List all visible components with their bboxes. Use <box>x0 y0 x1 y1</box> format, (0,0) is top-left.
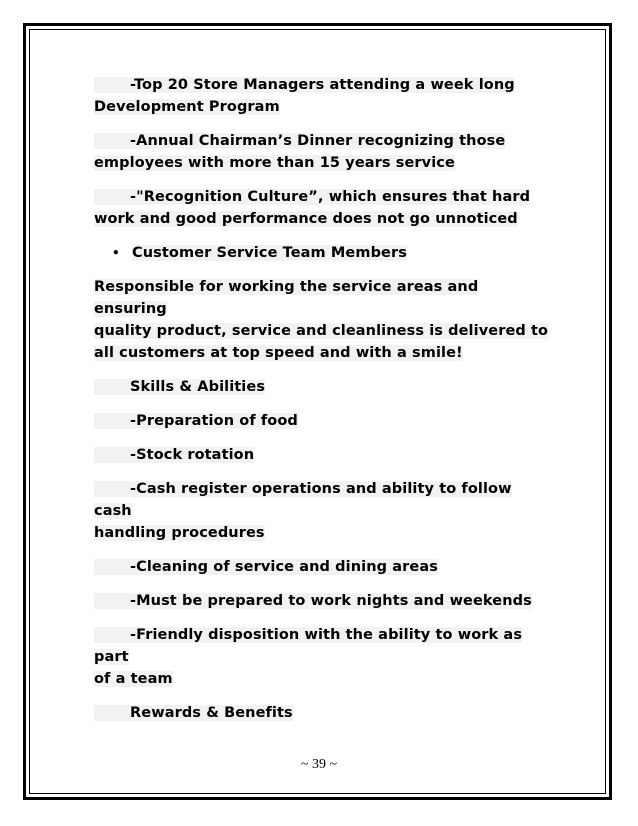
rewards-heading <box>94 702 554 724</box>
skill-item <box>94 556 554 578</box>
paragraph-line: work and good performance does not go unnoticed <box>94 211 518 227</box>
skill-line: handling procedures <box>94 525 265 541</box>
document-body <box>94 74 554 736</box>
skill-line: -Stock rotation <box>130 447 255 463</box>
bullet-item-customer-service <box>94 242 554 264</box>
skill-line: -Friendly disposition with the ability to work as part <box>94 627 523 665</box>
skills-heading-text: Skills & Abilities <box>130 379 266 395</box>
paragraph-line: employees with more than 15 years service <box>94 155 455 171</box>
skill-item <box>94 444 554 466</box>
paragraph-line: Development Program <box>94 99 280 115</box>
description-line: Responsible for working the service areas and ensuring <box>94 279 479 317</box>
role-description <box>94 276 554 364</box>
bullet-icon: • <box>112 246 120 260</box>
paragraph-store-managers <box>94 74 554 118</box>
skill-line: -Preparation of food <box>130 413 298 429</box>
page-number: ~ 39 ~ <box>300 757 338 772</box>
description-line: quality product, service and cleanliness is delivered to <box>94 323 549 339</box>
paragraph-recognition-culture <box>94 186 554 230</box>
paragraph-chairmans-dinner <box>94 130 554 174</box>
description-line: all customers at top speed and with a smile! <box>94 345 463 361</box>
paragraph-line: -Top 20 Store Managers attending a week long <box>130 77 515 93</box>
skill-line: -Cleaning of service and dining areas <box>130 559 438 575</box>
skill-item <box>94 590 554 612</box>
skill-line: of a team <box>94 671 173 687</box>
paragraph-line: -"Recognition Culture”, which ensures that hard <box>130 189 531 205</box>
skill-item <box>94 478 554 544</box>
paragraph-line: -Annual Chairman’s Dinner recognizing those <box>130 133 506 149</box>
rewards-heading-text: Rewards & Benefits <box>130 705 293 721</box>
skill-line: -Must be prepared to work nights and weekends <box>130 593 532 609</box>
skill-item <box>94 410 554 432</box>
bullet-text: Customer Service Team Members <box>132 245 407 261</box>
skill-line: -Cash register operations and ability to follow cash <box>94 481 512 519</box>
skill-item <box>94 624 554 690</box>
skills-heading <box>94 376 554 398</box>
